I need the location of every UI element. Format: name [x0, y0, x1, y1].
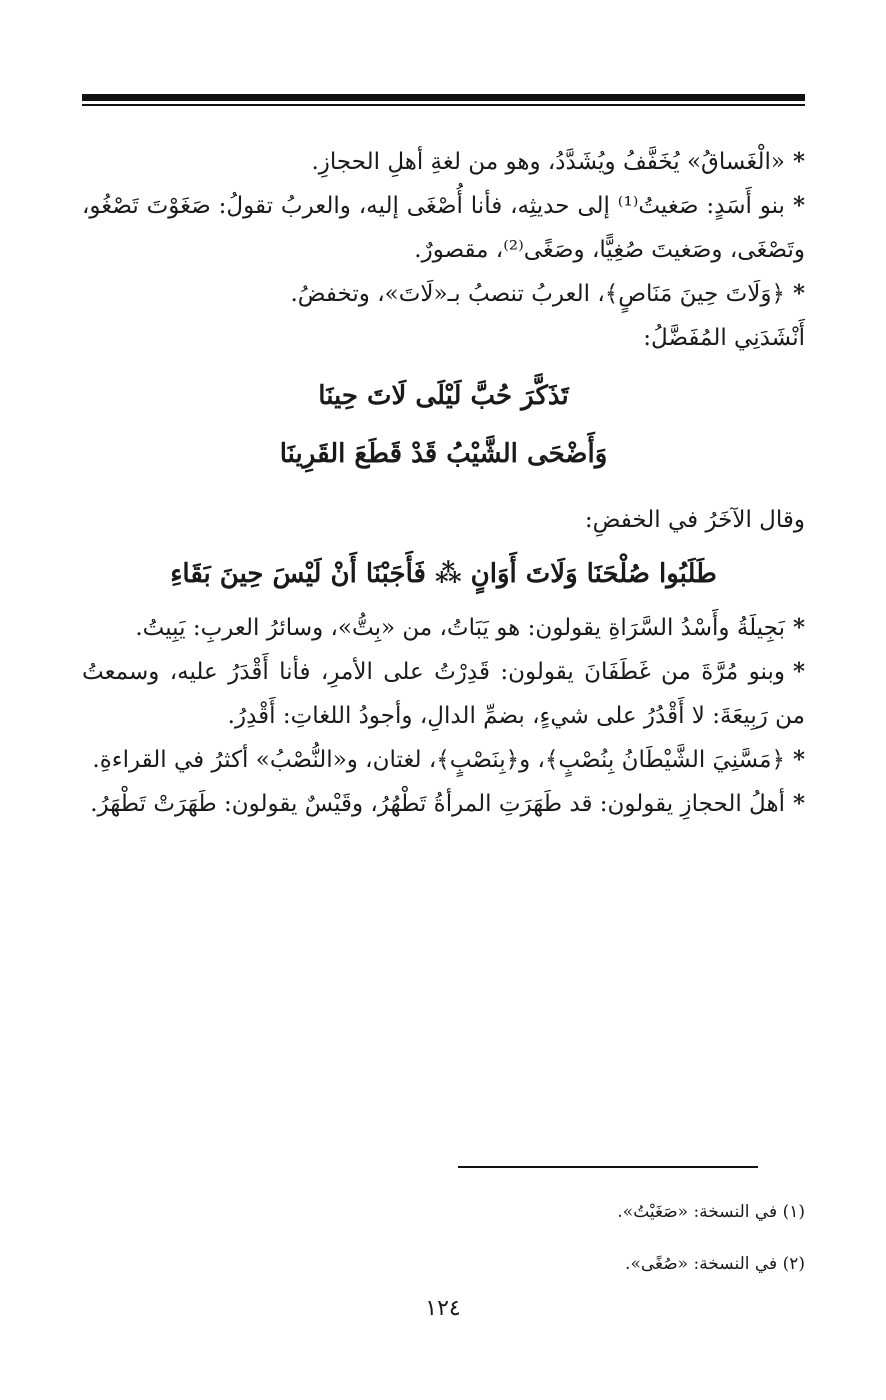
verse-line: تَذَكَّرَ حُبَّ لَيْلَى لَاتَ حِينَا [318, 381, 569, 411]
paragraph-text: أَنْشَدَنِي المُفَضَّلُ: [643, 325, 805, 351]
footnote-rule [458, 1166, 758, 1168]
paragraph-text: وقال الآخَرُ في الخفضِ: [584, 507, 805, 533]
footnote: (١) في النسخة: «صَغَيْتُ». [617, 1202, 805, 1222]
paragraph-text: بنو أَسَدٍ: صَغيتُ⁽¹⁾ إلى حديثِه، فأنا أُصْغَى إليه، والعربُ تقولُ: صَغَوْتَ تَصْغُو، وتَصْغَى، وصَغيتَ صُغِيًّا، وصَغًى⁽²⁾، مقصورٌ. [82, 193, 805, 263]
bullet-star: * [792, 192, 805, 219]
paragraph-text: ﴿مَسَّنِيَ الشَّيْطَانُ بِنُصْبٍ﴾، و﴿بِنَصْبٍ﴾، لغتان، و«النُّصْبُ» أكثرُ في القراءةِ. [92, 747, 785, 773]
paragraph [82, 606, 805, 650]
footnotes [82, 1186, 805, 1290]
bullet-star: * [792, 148, 805, 175]
paragraph [82, 782, 805, 826]
bullet-star: * [792, 746, 805, 773]
footnote: (٢) في النسخة: «صُغًى». [625, 1254, 805, 1274]
paragraph [82, 738, 805, 782]
bullet-star: * [792, 790, 805, 817]
paragraph-text: وبنو مُرَّةَ من غَطَفَانَ يقولون: قَدِرْتُ على الأمرِ، فأنا أَقْدَرُ عليه، وسمعتُ من رَبِيعَةَ: لا أَقْدُرُ على شيءٍ، بضمِّ الدالِ، وأجودُ اللغاتِ: أَقْدِرُ. [82, 659, 805, 729]
verse-line: وَأَضْحَى الشَّيْبُ قَدْ قَطَعَ القَرِينَا [279, 439, 608, 469]
bullet-star: * [792, 280, 805, 307]
header-rule-thick [82, 94, 805, 101]
bullet-star: * [792, 658, 805, 685]
paragraph-text: أهلُ الحجازِ يقولون: قد طَهَرَتِ المرأةُ تَطْهُرُ، وقَيْسٌ يقولون: طَهَرَتْ تَطْهَرُ. [90, 791, 785, 817]
paragraph-text: بَجِيلَةُ وأَسْدُ السَّرَاةِ يقولون: هو يَبَاتُ، من «بِتُّ»، وسائرُ العربِ: يَبِيتُ. [135, 615, 785, 641]
header-rule-thin [82, 104, 805, 106]
page-number: ١٢٤ [425, 1296, 461, 1321]
paragraph [82, 140, 805, 184]
verse-line: طَلَبُوا صُلْحَنَا وَلَاتَ أَوَانٍ ⁂ فَأَجَبْنَا أَنْ لَيْسَ حِينَ بَقَاءِ [170, 559, 717, 589]
paragraph [82, 650, 805, 738]
paragraph [82, 498, 805, 542]
verse-block [82, 370, 805, 480]
bullet-star: * [792, 614, 805, 641]
paragraph-text: «الْغَساقُ» يُخَفَّفُ ويُشَدَّدُ، وهو من لغةِ أهلِ الحجازِ. [311, 149, 785, 175]
paragraph-text: ﴿وَلَاتَ حِينَ مَنَاصٍ﴾، العربُ تنصبُ بـ«لَاتَ»، وتخفضُ. [290, 281, 785, 307]
paragraph [82, 316, 805, 360]
paragraph [82, 184, 805, 272]
main-text [82, 140, 805, 826]
paragraph [82, 272, 805, 316]
